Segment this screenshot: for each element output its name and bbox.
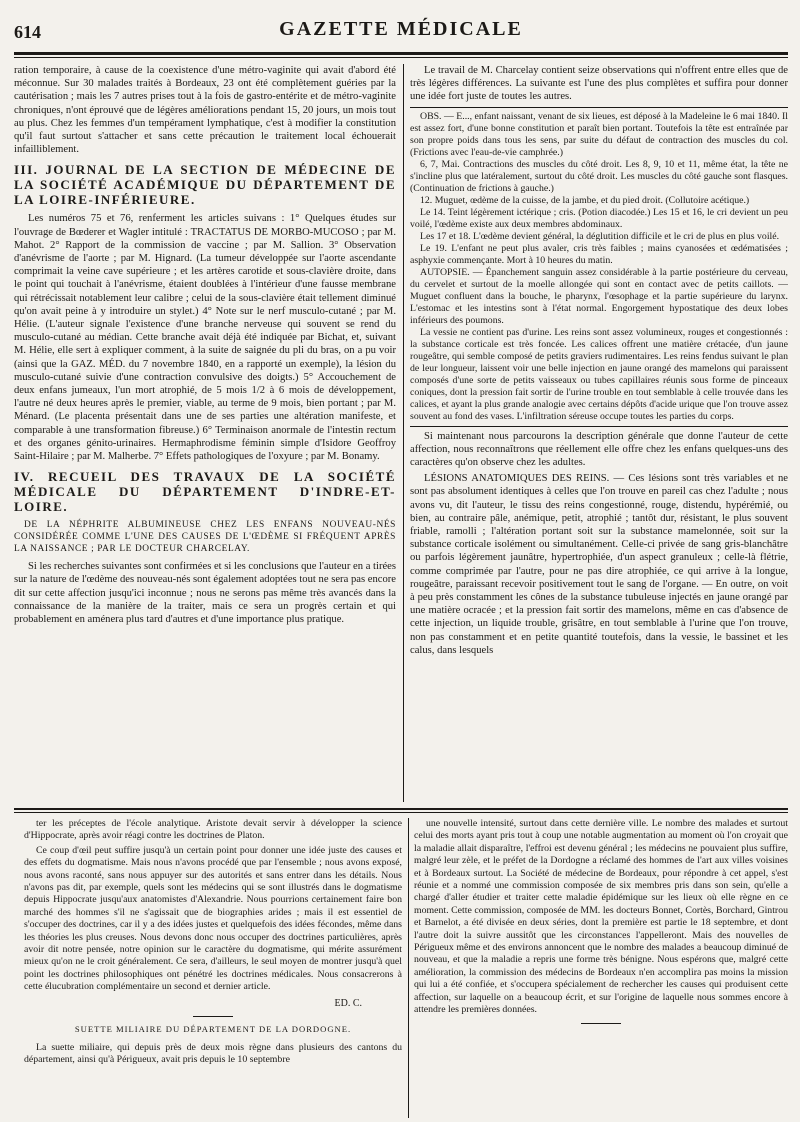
page-number: 614 (14, 22, 41, 42)
right-column (410, 64, 788, 804)
observation-entry: Le 19. L'enfant ne peut plus avaler, cris très faibles ; mains cyanosées et œdématisées ; asphyxie commençante. Mort à 10 heures du matin. (410, 242, 788, 266)
left-paragraph-1: ration temporaire, à cause de la coexistence d'une métro-vaginite qui avait d'abord été méconnue. Sur 30 malades traités à Bordeaux, 23 ont été complètement guéries par la cautérisation ; mais les 7 autres prises tout à la fois de gastro-entérite et de métro-vaginite chroniques, n'ont éprouvé que de légères améliorations pendant 15, 20 jours, un mois tout au plus. Chez les femmes d'un tempérament lymphatique, c'est à modifier la constitution qu'il faut surtout s'attacher et sans cette précaution le traitement local échouerait infailliblement. (14, 65, 396, 156)
observation-entry: 6, 7, Mai. Contractions des muscles du côté droit. Les 8, 9, 10 et 11, même état, la tête ne s'incline plus que latéralement, surtout du côté droit. Les muscles du côté gauche sont flasques. (Continuation de frictions à gauche.) (410, 158, 788, 194)
newspaper-page (14, 0, 788, 1122)
column-separator (403, 64, 404, 802)
short-rule (193, 1016, 233, 1017)
author-signature: ED. C. (334, 997, 362, 1009)
header-rule-thin (14, 57, 788, 58)
observation-entry: Le 14. Teint légèrement ictérique ; cris. (Potion diacodée.) Les 15 et 16, le cri devient un peu voilé, l'œdème existe aux deux membres abdominaux. (410, 206, 788, 230)
left-paragraph-2: Les numéros 75 et 76, renferment les articles suivans : 1° Quelques études sur l'ouvrage de Bœderer et Wagler intitulé : TRACTATUS DE MORBO-MUCOSO ; par M. Mahot. 2° Rapport de la commission de vaccine ; par M. Sallion. 3° Observation d'anévrisme de l'aorte ; par M. Hignard. (La tumeur développée sur l'aorte ascendante comprimait la veine cave supérieure ; et les artères carotide et sous-clavière droite, dans le point qui touchait à l'anévrisme, étaient doublées à l'intérieur d'une fausse membrane qui rétrécissait notablement leur calibre ; celui de la sous-clavière était tellement diminué qu'on avait peine à y introduire un stylet.) 4° Note sur le nerf musculo-cutané ; par M. Hélie. (L'auteur signale l'existence d'une branche nerveuse qui souvent se rend du musculo-cutané au médian. Cette branche avait déjà été indiquée par Bichat, et, suivant M. Hélie, elle sert à expliquer comment, à la suite de saignée du pli du bras, on a pu voir (ainsi que la GAZ. MÉD. du 7 novembre 1840, en a rapporté un exemple), la lésion du musculo-cutané suivie d'une contraction convulsive des doigts.) 5° Accouchement de deux enfans jumeaux, l'un mort atrophié, de 5 mois 1/2 à 6 mois de développement, l'autre né deux heures après le premier, viable, au terme de 9 mois, bien portant ; par M. Ménard. (Le placenta présentait dans une de ses parties une altération manifeste, et comparable à une transformation fibreuse.) 6° Terminaison anormale de l'intestin rectum et des organes génito-urinaires. Hermaphrodisme féminin simple d'Isidore Geoffroy Saint-Hilaire ; par M. Malherbe. 7° Effets pathologiques de l'oxyure ; par M. Bonamy. (14, 213, 396, 463)
short-rule (581, 1023, 621, 1024)
feuilleton-paragraph-1: ter les préceptes de l'école analytique. Aristote devait servir à développer la science d'Hippocrate, après avoir réagi contre les doctrines de Platon. (24, 818, 402, 842)
observation-block (410, 107, 788, 427)
article-subhead: DE LA NÉPHRITE ALBUMINEUSE CHEZ LES ENFANS NOUVEAU-NÉS CONSIDÉRÉE COMME L'UNE DES CAUSES DE L'ŒDÈME SI FRÉQUENT APRÈS LA NAISSANCE ; PAR LE DOCTEUR CHARCELAY. (14, 520, 396, 555)
left-paragraph-3: Si les recherches suivantes sont confirmées et si les conclusions que l'auteur en a tirées sur la nature de l'œdème des nouveau-nés sont également adoptées tout ne sera pas encore dit sur cette affection jusqu'ici inconnue ; nous ne serons pas même très avancés dans la connaissance de la manière de la traiter, mais ce sera un progrès certain et qui probablement en aménera plus tard d'autres et d'une importance plus pratique. (14, 561, 396, 626)
feuilleton-paragraph-2: Ce coup d'œil peut suffire jusqu'à un certain point pour donner une idée juste des causes et des effets du dogmatisme. Mais nous n'avons procédé que par l'ensemble ; nous avons exposé, nous avons raconté, sans nous appuyer sur des autorités et sans entrer dans les détails. Nous n'avons pas dit, par exemple, quels sont les médecins qui se sont illustrés dans le dogmatisme depuis Hippocrate jusqu'aux anatomistes d'Alexandrie. Nous pourrions certainement faire bon marché des hommes s'il ne s'agissait que de biographies arides ; mais il est essentiel de s'occuper des doctrines, car il y a des idées justes et quelquefois des idées fécondes, même dans les théories les plus creuses. Nous devons donc nous occuper des doctrines particulières, après avoir dit notre pensée, notre opinion sur le caractère du dogmatisme, qui mérite assurément mieux qu'on ne le croit généralement. Ce sera, d'ailleurs, le seul moyen de montrer jusqu'à quel point les doctrines philosophiques ont pénétré les doctrines médicales. Nous consacrerons à cette élucubration complémentaire un second et dernier article. (24, 844, 402, 993)
section-title-iii: III. JOURNAL DE LA SECTION DE MÉDECINE DE LA SOCIÉTÉ ACADÉMIQUE DU DÉPARTEMENT DE LA LOIRE-INFÉRIEURE. (14, 162, 396, 208)
section-divider (14, 808, 788, 810)
journal-title: GAZETTE MÉDICALE (279, 18, 523, 40)
feuilleton-right-paragraph: une nouvelle intensité, surtout dans cette dernière ville. Le nombre des malades et surtout celui des morts ayant pris tout à coup une notable augmentation au moment où l'on croyait que la maladie allait disparaître, l'effroi est devenu général ; les médecins ne pouvaient plus suffire, malgré leur zèle, et le préfet de la Dordogne a réclamé des hommes de l'art aux villes voisines et à Bordeaux surtout. La Société de médecine de Bordeaux, pour répondre à cet appel, s'est réunie et a nommé une commission composée de six membres pris dans son sein, qu'elle a chargé d'aller étudier et traiter cette maladie épidémique sur les lieux où elle règne en ce moment. Cette commission, composée de MM. les docteurs Bonnet, Cortès, Borchard, Gintrou et Barnelot, a été divisée en deux séries, dont la première est partie le 18 septembre, et dont l'autre doit la suivre aussitôt que les circonstances l'appelleront. Mais des nouvelles de Périgueux même et des environs annoncent que le nombre des malades a beaucoup diminué de nouveau, et que la maladie a repris une forme très bénigne. Nous espérons que, malgré cette amélioration, la commission des médecins de Bordeaux n'en accomplira pas moins la mission qui lui a été confiée, et s'occupera spécialement de rechercher les causes qui produisent cette affection, sur laquelle on a beaucoup écrit, et sur l'origine de laquelle nous sommes encore à attendre les premières données. (414, 818, 788, 1016)
observation-entry: Les 17 et 18. L'œdème devient général, la déglutition difficile et le cri de plus en plus voilé. (420, 230, 780, 242)
feuilleton-separator (408, 818, 409, 1118)
feuilleton-left-column (24, 818, 402, 1118)
header-rule-thick (14, 52, 788, 55)
observation-entry: 12. Muguet, œdème de la cuisse, de la jambe, et du pied droit. (Collutoire acétique.) (420, 194, 750, 206)
section-divider-thin (14, 812, 788, 813)
left-column (14, 64, 396, 804)
right-paragraph-2: Si maintenant nous parcourons la description générale que donne l'auteur de cette affection, nous reconnaîtrons que réellement elle offre chez les enfans quelques-uns des caractères qu'on observe chez les adultes. (410, 430, 788, 469)
observation-entry: La vessie ne contient pas d'urine. Les reins sont assez volumineux, rouges et congestionnés : la substance corticale est très foncée. Les calices offrent une matière crétacée, d'un jaune rougeâtre, qui semble composé de petits graviers rudimentaires. Les reins fendus suivant le plan de leur longueur, laissent voir une belle injection en jaune orangé des mamelons qui paraissent composés d'une sorte de petits vaisseaux ou tubes capillaires réunis sous forme de pinceaux coniques, dont la pression fait sortir de l'urine trouble en tout semblable à celle trouvée dans les calices, et ayant la plus grande analogie avec certains dépôts d'acide urique que l'on trouve assez souvent au fond des vases. L'infiltration séreuse occupe toutes les parties du corps. (410, 326, 788, 422)
observation-entry: AUTOPSIE. — Épanchement sanguin assez considérable à la partie postérieure du cerveau, du cervelet et surtout de la moelle allongée qui sont en contact avec de petits caillots. — Muguet confluent dans la bouche, le pharynx, l'œsophage et la partie supérieure du larynx. L'estomac et les intestins sont à l'état normal. Engorgement hypostatique des deux lobes inférieurs des poumons. (410, 266, 788, 326)
right-paragraph-3: LÉSIONS ANATOMIQUES DES REINS. — Ces lésions sont très variables et ne sont pas absolument identiques à celles que l'on trouve en pareil cas chez l'adulte ; nous avons vu, dit l'auteur, le tissu des reins congestionné, rouge, distendu, hypérémié, ou bien, au contraire pâle, anémique, petit, atrophié ; tantôt dur, résistant, le plus souvent friable, ramolli ; l'altération portant soit sur la substance mamelonnée, soit sur la substance corticale isolément ou simultanément. Celle-ci privée de sang gris-blanchâtre ou parfois légèrement jaunâtre, hypertrophiée, d'un aspect granuleux ; celle-là flétrie, comme comprimée par l'autre, pour ne pas dire atrophiée, ce qui arrive à la longue, rougeâtre, paraissant recevoir positivement tout le sang de l'organe. — En outre, on voit à peu près constamment les cônes de la substance tubuleuse injectés en jaune orangé par une matière ocracée ; et la pression fait sortir des mamelons, même en cas d'absence de cette injection, un liquide trouble, grisâtre, en tout semblable à l'urine que l'on trouve, non pas constamment et en petite quantité toutefois, dans la vessie, le bassinet et les calus, dans lesquels (410, 473, 788, 656)
suette-heading: SUETTE MILIAIRE DU DÉPARTEMENT DE LA DORDOGNE. (74, 1024, 352, 1035)
page-header (14, 18, 788, 48)
section-title-iv: IV. RECUEIL DES TRAVAUX DE LA SOCIÉTÉ MÉDICALE DU DÉPARTEMENT D'INDRE-ET-LOIRE. (14, 469, 396, 515)
feuilleton-paragraph-3: La suette miliaire, qui depuis près de deux mois règne dans plusieurs des cantons du département, ainsi qu'à Périgueux, avait pris depuis le 10 septembre (24, 1041, 402, 1065)
observation-entry: OBS. — E..., enfant naissant, venant de six lieues, est déposé à la Madeleine le 6 mai 1840. Il est assez fort, d'une bonne constitution et paraît bien portant. Toutefois la tête est entraînée par son propre poids dans tous les sens, par suite du défaut de contraction des muscles du col. (Frictions avec l'eau-de-vie camphrée.) (410, 110, 788, 158)
right-paragraph-1: Le travail de M. Charcelay contient seize observations qui n'offrent entre elles que de très légères différences. La suivante est l'une des plus complètes et suffira pour donner une idée fort juste de toutes les autres. (410, 65, 788, 103)
feuilleton-right-column (414, 818, 788, 1118)
